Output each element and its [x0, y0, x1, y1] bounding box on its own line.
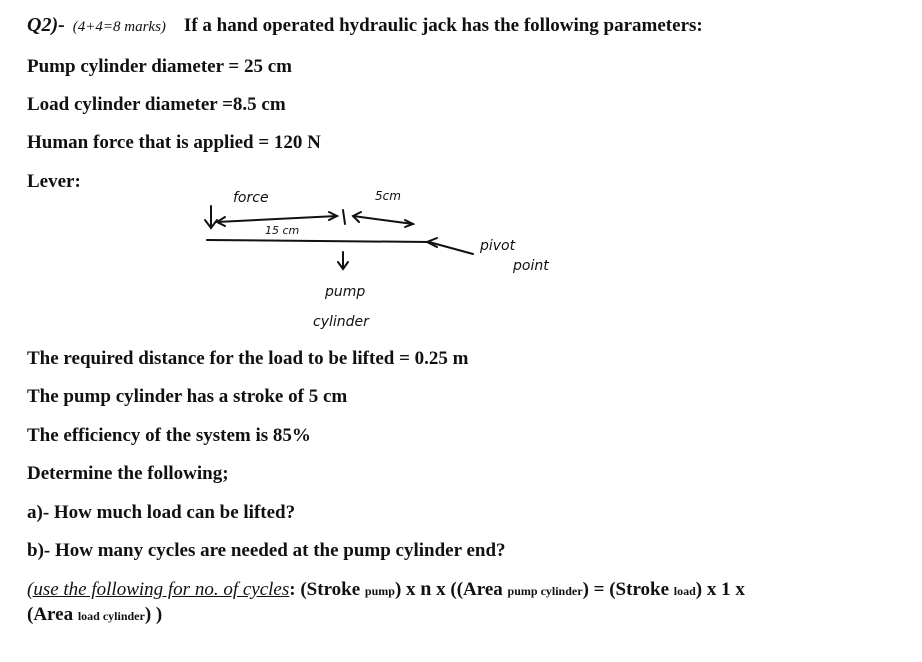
point-label: point [513, 258, 549, 274]
five-cm-label: 5cm [375, 189, 401, 203]
human-force: Human force that is applied = 120 N [27, 132, 321, 153]
cycles-formula [27, 578, 745, 601]
question-intro: If a hand operated hydraulic jack has the following parameters: [183, 15, 703, 36]
formula-load-sub: load [673, 584, 696, 598]
cycles-formula-cont [27, 604, 162, 626]
formula-note: (use the following for no. of cycles [27, 579, 290, 600]
pivot-label: pivot [480, 238, 516, 254]
formula-x: ) x [394, 579, 416, 600]
dim-15cm-arrow [217, 216, 337, 222]
lift-distance: The required distance for the load to be lifted = 0.25 m [27, 348, 469, 369]
system-efficiency: The efficiency of the system is 85% [27, 425, 311, 446]
formula-area-load: (Area [27, 604, 74, 625]
formula-pump-cyl-sub: pump cylinder [507, 584, 583, 598]
pump-diameter: Pump cylinder diameter = 25 cm [27, 56, 293, 77]
fifteen-cm-label: 15 cm [265, 224, 300, 237]
load-diameter: Load cylinder diameter =8.5 cm [27, 94, 286, 115]
cylinder-label: cylinder [313, 314, 369, 330]
formula-close: ) ) [144, 604, 163, 625]
part-a: a)- How much load can be lifted? [27, 502, 296, 523]
pump-label: pump [325, 284, 366, 300]
formula-n: n [420, 578, 432, 600]
formula-x1x: ) x 1 x [695, 579, 745, 600]
formula-eq-stroke: ) = (Stroke [582, 579, 670, 600]
lever-sketch [195, 178, 615, 338]
part-b: b)- How many cycles are needed at the pump cylinder end? [27, 540, 506, 561]
formula-pump-sub: pump [364, 584, 395, 598]
formula-stroke: (Stroke [300, 579, 361, 600]
question-number: Q2)- [27, 14, 65, 36]
question-header [27, 14, 703, 37]
pump-stroke: The pump cylinder has a stroke of 5 cm [27, 386, 348, 407]
lever-bar [207, 240, 430, 242]
formula-load-cyl-sub: load cylinder [77, 609, 145, 623]
force-label: force [233, 190, 269, 206]
formula-colon: : [289, 579, 301, 600]
determine-heading: Determine the following; [27, 463, 229, 484]
lever-label: Lever: [27, 171, 81, 192]
formula-area: x ((Area [436, 579, 503, 600]
question-marks: (4+4=8 marks) [72, 19, 166, 35]
pivot-arrow [429, 242, 473, 254]
